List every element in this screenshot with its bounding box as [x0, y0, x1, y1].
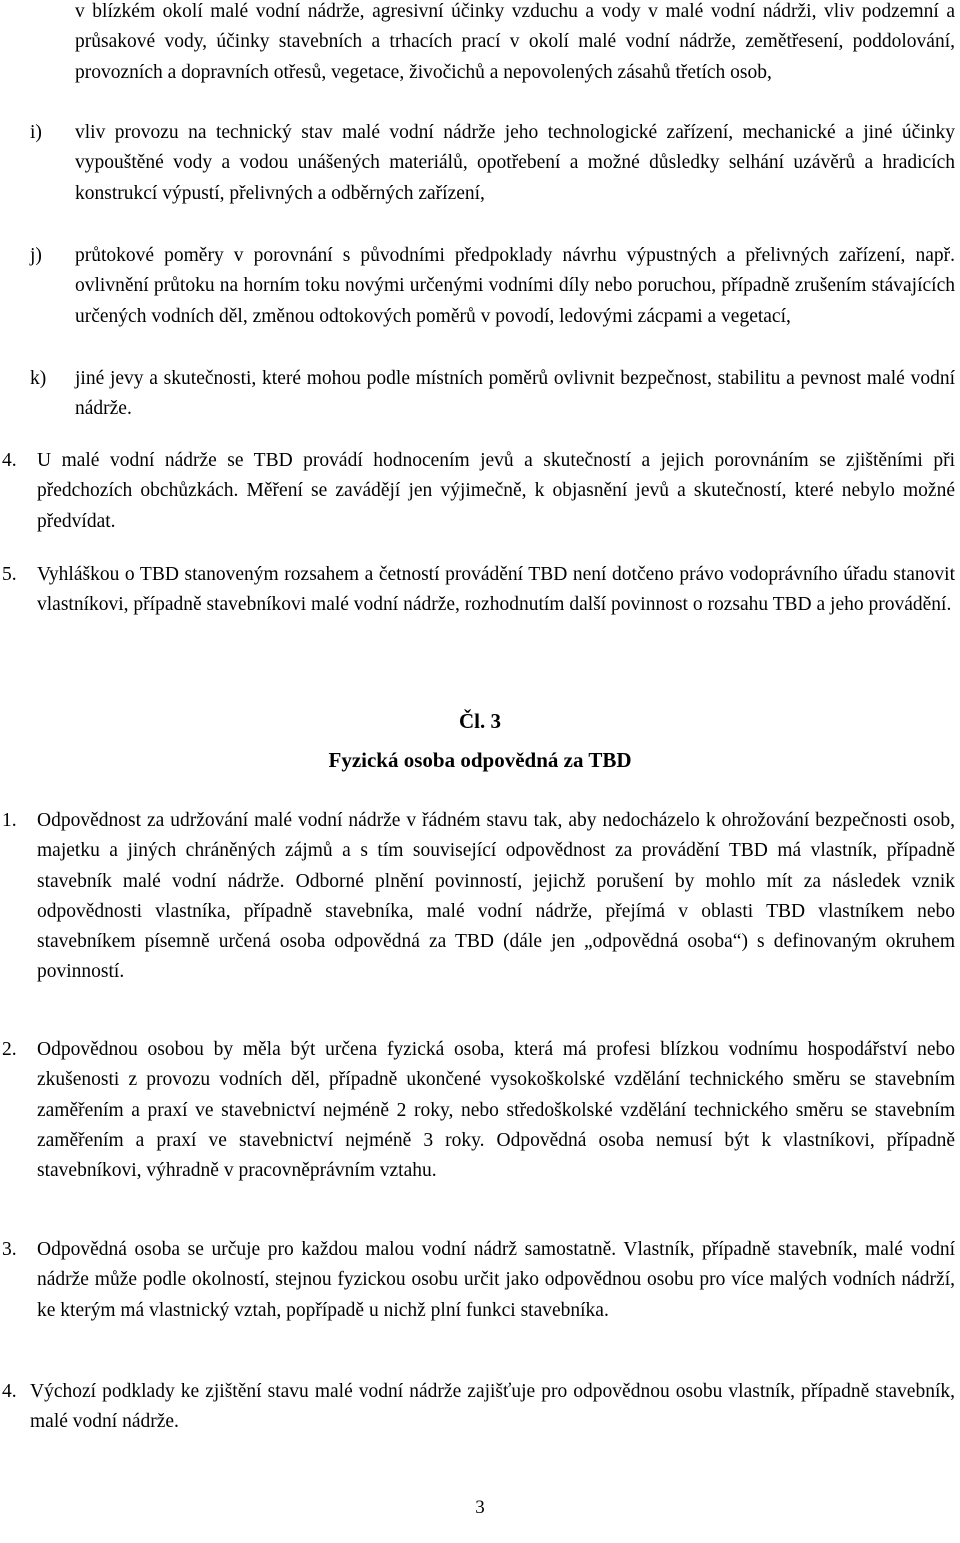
paragraph-marker-4: 4. — [2, 450, 17, 471]
article-title: Fyzická osoba odpovědná za TBD — [328, 748, 632, 772]
article-paragraph-2: Odpovědnou osobou by měla být určena fyzická osoba, která má profesi blízkou vodnímu hospodářství nebo zkušenosti z provozu vodních děl, případně ukončené vysokoškolské vzdělání technického směru se stavebním zaměřením a praxí ve stavebnictví nejméně 2 roky, nebo středoškolské vzdělání technického směru se stavebním zaměřením a praxí ve stavebnictví nejméně 3 roky. Odpovědná osoba nemusí být k vlastníkovi, případně stavebníkovi, výhradně v pracovněprávním vztahu. — [37, 1039, 955, 1182]
list-marker-k: k) — [30, 368, 47, 389]
article-paragraph-1: Odpovědnost za udržování malé vodní nádrže v řádném stavu tak, aby nedocházelo k ohrožování bezpečnosti osob, majetku a jiných chráněných zájmů a s tím související odpovědnost za provádění TBD má vlastník, případně stavebník malé vodní nádrže. Odborné plnění povinností, jejichž porušení by mohlo mít za následek vznik odpovědnosti vlastníka, případně stavebníka, malé vodní nádrže, přejímá v oblasti TBD vlastníkem nebo stavebníkem písemně určená osoba odpovědná za TBD (dále jen „odpovědná osoba“) s definovaným okruhem povinností. — [37, 810, 955, 983]
paragraph-5: Vyhláškou o TBD stanoveným rozsahem a četností provádění TBD není dotčeno právo vodoprávního úřadu stanovit vlastníkovi, případně stavebníkovi malé vodní nádrže, rozhodnutím další povinnost o rozsahu TBD a jeho provádění. — [37, 564, 955, 616]
list-item-h-continuation: v blízkém okolí malé vodní nádrže, agresivní účinky vzduchu a vody v malé vodní nádrži, vliv podzemní a průsakové vody, účinky stavebních a trhacích prací v okolí malé vodní nádrže, zemětřesení, poddolování, provozních a dopravních otřesů, vegetace, živočichů a nepovolených zásahů třetích osob, — [75, 1, 955, 83]
article-paragraph-marker-4: 4. — [2, 1381, 17, 1402]
article-paragraph-marker-3: 3. — [2, 1239, 17, 1260]
list-item-j: průtokové poměry v porovnání s původními předpoklady návrhu výpustných a přelivných zařízení, např. ovlivnění průtoku na horním toku novými určenými vodními díly nebo poruchou, případně zrušením stávajících určených vodních děl, změnou odtokových poměrů v povodí, ledovými zácpami a vegetací, — [75, 245, 955, 327]
article-paragraph-3: Odpovědná osoba se určuje pro každou malou vodní nádrž samostatně. Vlastník, případně stavebník, malé vodní nádrže může podle okolností, stejnou fyzickou osobu určit jako odpovědnou osobu pro více malých vodních nádrží, ke kterým má vlastnický vztah, popřípadě u nichž plní funkci stavebníka. — [37, 1239, 955, 1321]
paragraph-4: U malé vodní nádrže se TBD provádí hodnocením jevů a skutečností a jejich porovnáním se zjištěními při předchozích obchůzkách. Měření se zavádějí jen výjimečně, k objasnění jevů a skutečností, které nebylo možné předvídat. — [37, 450, 955, 532]
article-paragraph-marker-2: 2. — [2, 1039, 17, 1060]
list-item-i: vliv provozu na technický stav malé vodní nádrže jeho technologické zařízení, mechanické a jiné účinky vypouštěné vody a vodou unášených materiálů, opotřebení a možné důsledky selhání uzávěrů a hradicích konstrukcí výpustí, přelivných a odběrných zařízení, — [75, 122, 955, 204]
article-paragraph-4: Výchozí podklady ke zjištění stavu malé vodní nádrže zajišťuje pro odpovědnou osobu vlastník, případně stavebník, malé vodní nádrže. — [30, 1381, 955, 1433]
list-marker-j: j) — [30, 245, 42, 266]
page-number: 3 — [475, 1497, 485, 1518]
list-marker-i: i) — [30, 122, 42, 143]
list-item-k: jiné jevy a skutečnosti, které mohou podle místních poměrů ovlivnit bezpečnost, stabilitu a pevnost malé vodní nádrže. — [75, 368, 955, 420]
article-paragraph-marker-1: 1. — [2, 810, 17, 831]
article-number: Čl. 3 — [459, 709, 501, 733]
paragraph-marker-5: 5. — [2, 564, 17, 585]
